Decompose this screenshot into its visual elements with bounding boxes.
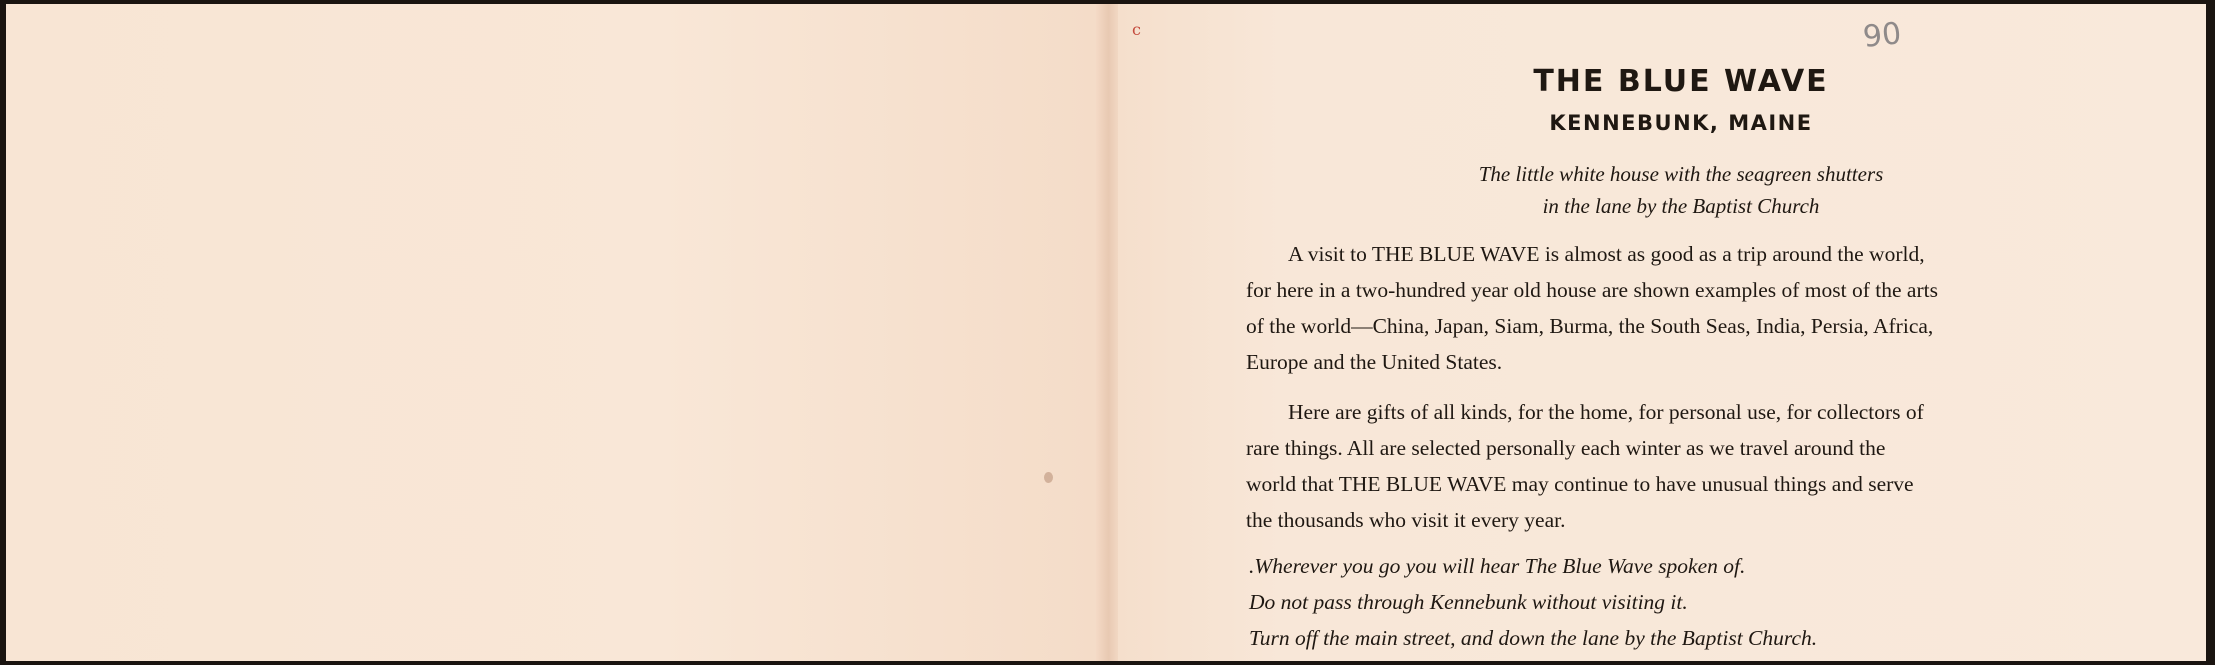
- paragraph-line: rare things. All are selected personally each winter as we travel around the: [1246, 436, 1886, 460]
- blank-left-panel: [6, 4, 1101, 661]
- paragraph-line: world that THE BLUE WAVE may continue to have unusual things and serve: [1246, 472, 1914, 496]
- closing-line: Do not pass through Kennebunk without visiting it.: [1249, 590, 1688, 614]
- paragraph-line: Europe and the United States.: [1246, 350, 1503, 374]
- closing-line: .Wherever you go you will hear The Blue Wave spoken of.: [1249, 554, 1746, 578]
- paragraph-line: Here are gifts of all kinds, for the home, for personal use, for collectors of: [1288, 400, 1924, 424]
- tagline-line: The little white house with the seagreen shutters: [1478, 162, 1884, 186]
- paragraph-line: of the world—China, Japan, Siam, Burma, the South Seas, India, Persia, Africa,: [1246, 314, 1934, 338]
- paragraph-intro: [1234, 236, 2128, 380]
- paragraph-gifts: [1234, 394, 2128, 538]
- tagline: [1234, 158, 2128, 222]
- paragraph-line: A visit to THE BLUE WAVE is almost as good as a trip around the world,: [1288, 242, 1925, 266]
- page-title: THE BLUE WAVE: [1533, 64, 1829, 99]
- margin-mark: c: [1132, 20, 1141, 39]
- location-heading: KENNEBUNK, MAINE: [1549, 111, 1813, 135]
- brochure-content: [1234, 62, 2128, 656]
- paper-speck: [1044, 472, 1053, 483]
- tagline-line: in the lane by the Baptist Church: [1542, 194, 1820, 218]
- scanned-brochure: [6, 4, 2206, 661]
- closing-lines: [1234, 548, 2128, 656]
- paragraph-line: the thousands who visit it every year.: [1246, 508, 1566, 532]
- closing-line: Turn off the main street, and down the lane by the Baptist Church.: [1249, 626, 1818, 650]
- handwritten-note: 90: [1861, 16, 1903, 55]
- paragraph-line: for here in a two-hundred year old house are shown examples of most of the arts: [1246, 278, 1938, 302]
